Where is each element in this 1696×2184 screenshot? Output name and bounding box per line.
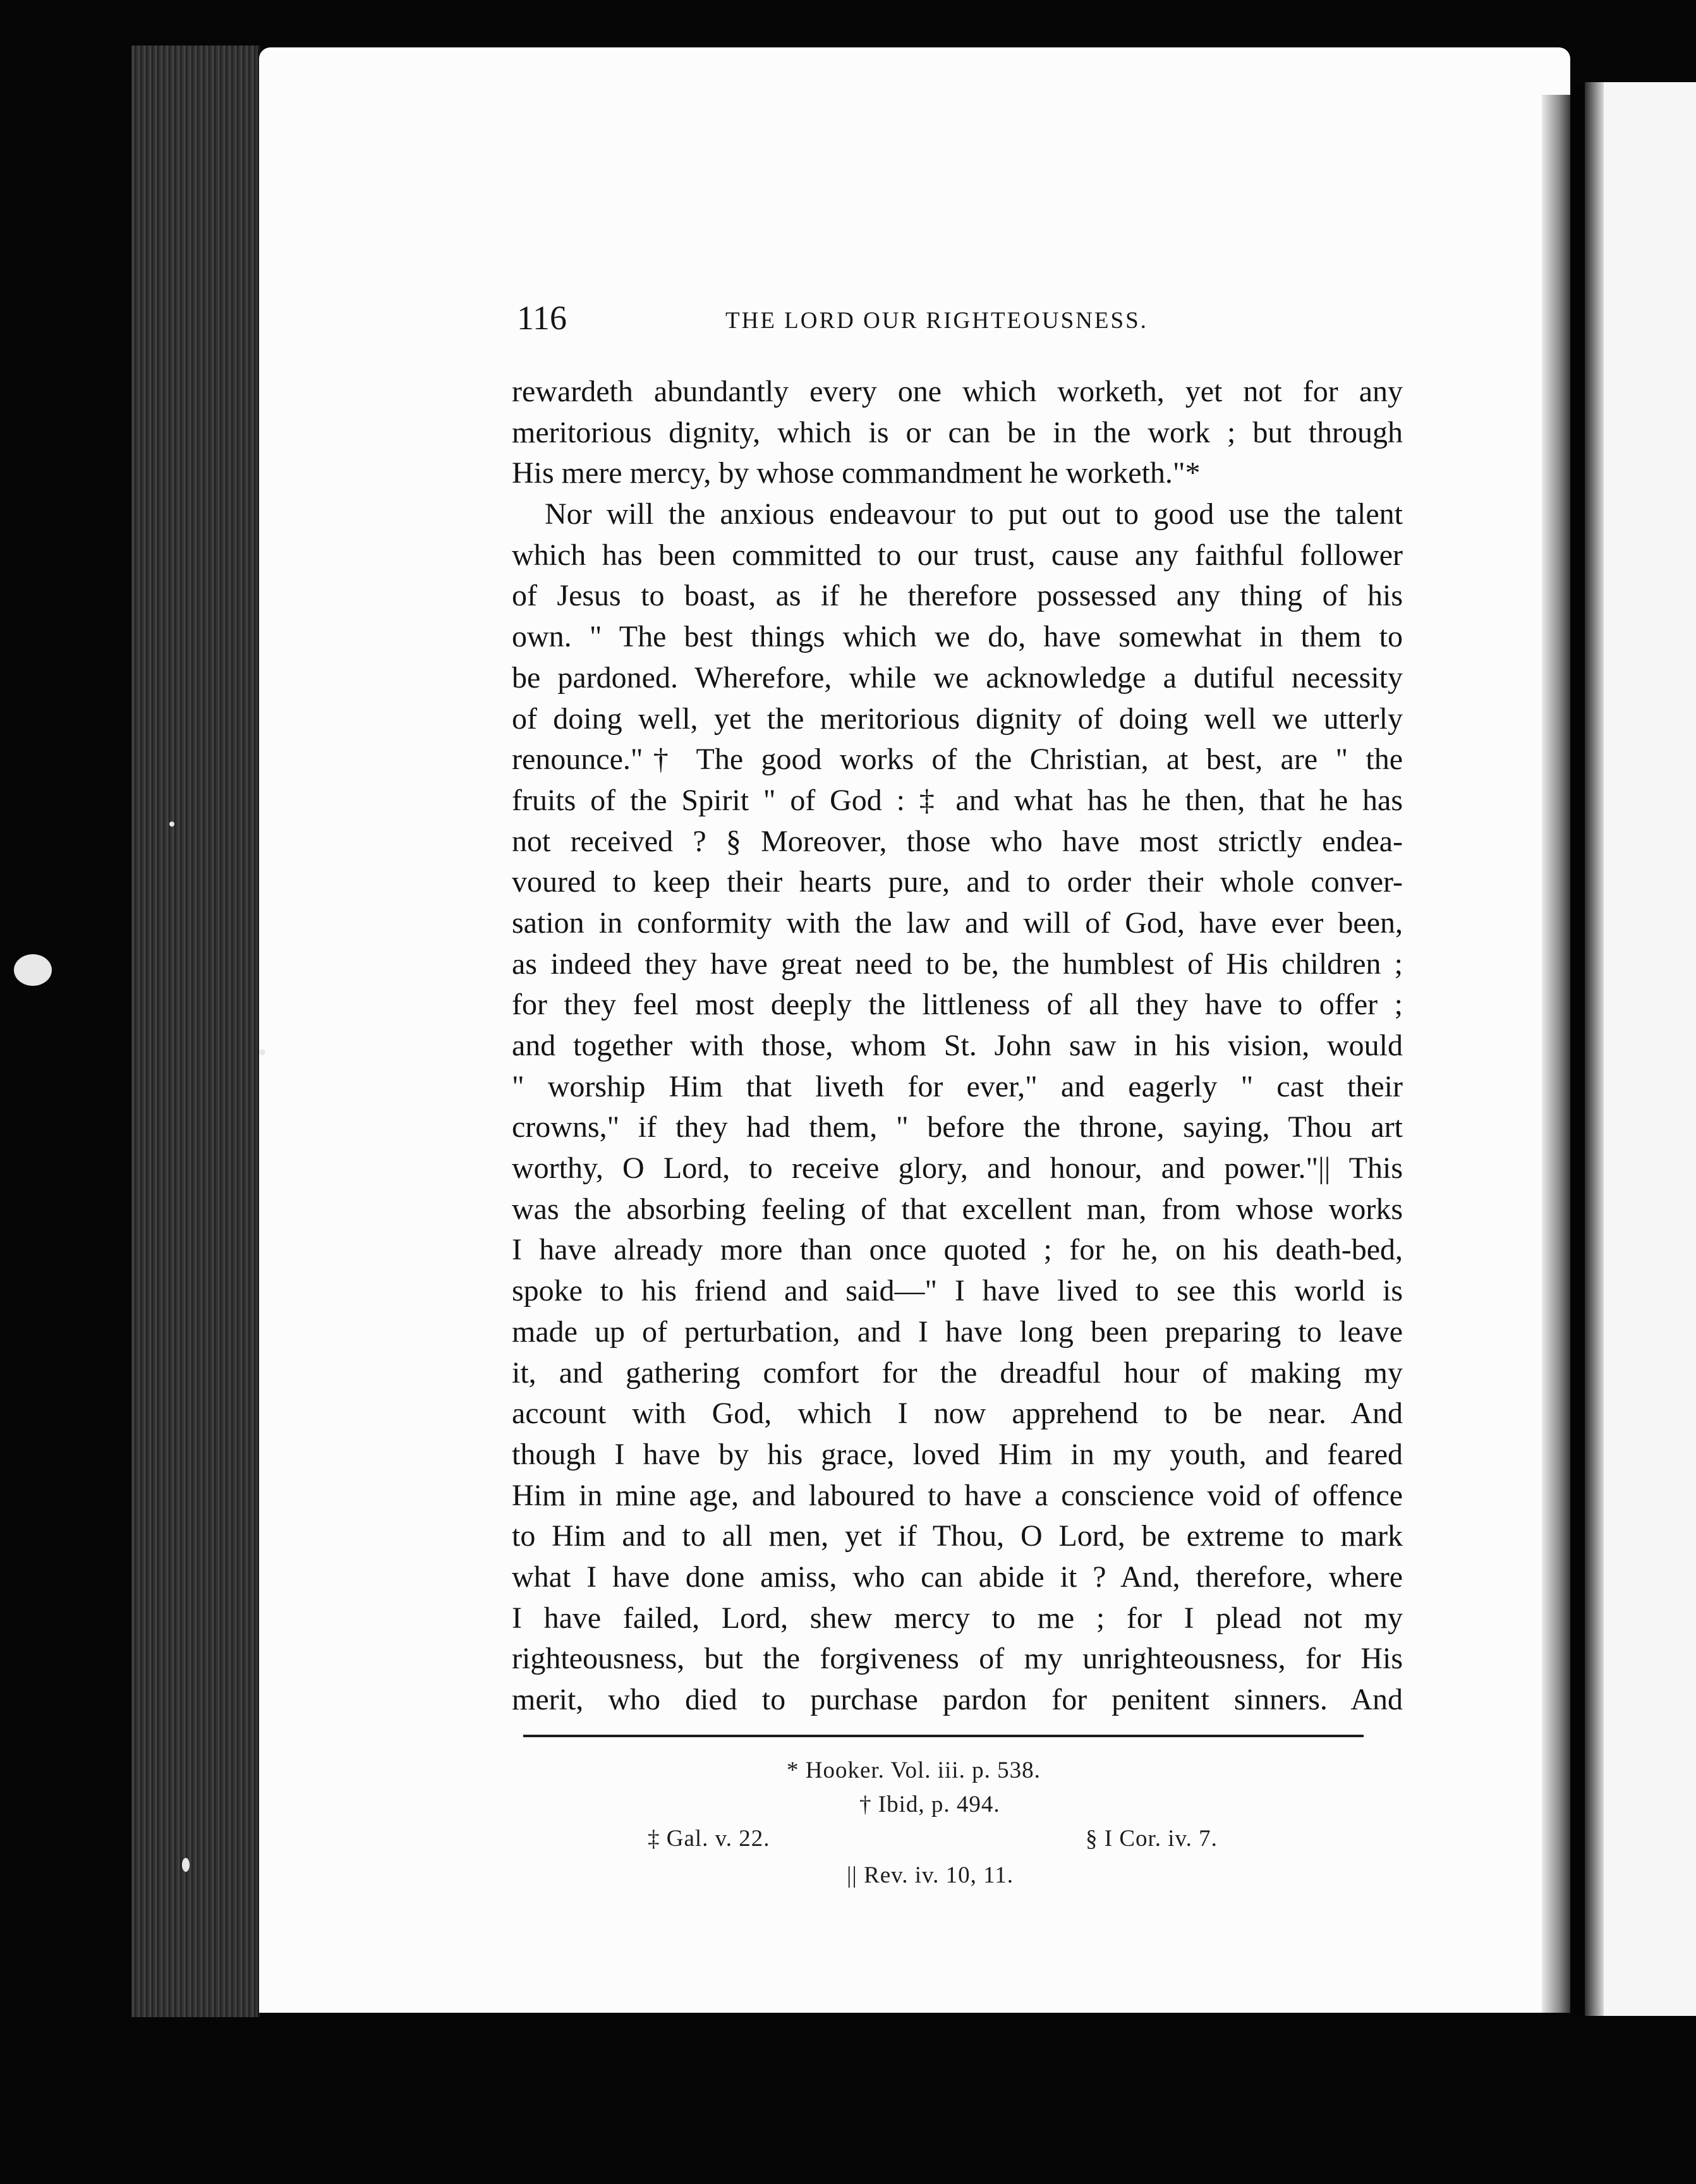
scan-speck: [14, 954, 52, 986]
text-line: be pardoned. Wherefore, while we acknowledge a dutiful necessity: [512, 660, 1403, 695]
page-edges: [131, 46, 260, 2017]
book-spine: [1571, 85, 1585, 2032]
footnote-gal: ‡ Gal. v. 22.: [648, 1826, 770, 1852]
text-line: I have failed, Lord, shew mercy to me ; for I plead not my: [512, 1601, 1403, 1635]
text-line: as indeed they have great need to be, the humblest of His children ;: [512, 947, 1403, 981]
text-line: worthy, O Lord, to receive glory, and honour, and power."|| This: [512, 1151, 1403, 1186]
text-line: which has been committed to our trust, cause any faithful follower: [512, 538, 1403, 572]
page-header: [517, 296, 1408, 340]
running-head: THE LORD OUR RIGHTEOUSNESS.: [725, 308, 1148, 334]
text-line: " worship Him that liveth for ever," and eagerly " cast their: [512, 1069, 1403, 1103]
footnote-rule: [523, 1735, 1364, 1737]
facing-page-shadow: [1585, 82, 1604, 2016]
footnote-ibid: † Ibid, p. 494.: [859, 1792, 1000, 1817]
text-line: made up of perturbation, and I have long been preparing to leave: [512, 1314, 1403, 1349]
body-text: [512, 372, 1403, 1721]
text-line: merit, who died to purchase pardon for penitent sinners. And: [512, 1683, 1403, 1716]
text-line: it, and gathering comfort for the dreadful hour of making my: [512, 1356, 1403, 1390]
text-line: account with God, which I now apprehend to be near. And: [512, 1397, 1403, 1431]
text-line: renounce."† The good works of the Christian, at best, are " the: [512, 743, 1403, 777]
text-line: Nor will the anxious endeavour to put out to good use the talent: [545, 497, 1403, 531]
text-line: spoke to his friend and said—" I have lived to see this world is: [512, 1274, 1403, 1308]
text-line: and together with those, whom St. John saw in his vision, would: [512, 1029, 1403, 1062]
text-line: was the absorbing feeling of that excellent man, from whose works: [512, 1192, 1403, 1226]
text-line: though I have by his grace, loved Him in my youth, and feared: [512, 1437, 1403, 1471]
text-line: of Jesus to boast, as if he therefore possessed any thing of his: [512, 579, 1403, 613]
text-line: voured to keep their hearts pure, and to order their whole conver-: [512, 865, 1403, 899]
scan-speck: [182, 1858, 190, 1872]
text-line: I have already more than once quoted ; for he, on his death-bed,: [512, 1233, 1403, 1267]
page-number: 116: [517, 299, 567, 337]
text-line: His mere mercy, by whose commandment he worketh."*: [512, 456, 1201, 490]
text-line: meritorious dignity, which is or can be in the work ; but through: [512, 415, 1403, 449]
footnote-cor: § I Cor. iv. 7.: [1086, 1826, 1218, 1852]
text-line: own. " The best things which we do, have somewhat in them to: [512, 620, 1403, 654]
text-line: to Him and to all men, yet if Thou, O Lord, be extreme to mark: [512, 1519, 1403, 1553]
text-line: not received ? § Moreover, those who have most strictly endea-: [512, 824, 1403, 858]
text-line: fruits of the Spirit " of God : ‡ and what has he then, that he has: [512, 783, 1403, 817]
footnote-hooker: * Hooker. Vol. iii. p. 538.: [787, 1757, 1041, 1783]
page-gutter-shadow: [1542, 95, 1570, 2013]
text-line: righteousness, but the forgiveness of my unrighteousness, for His: [512, 1642, 1403, 1676]
text-line: Him in mine age, and laboured to have a conscience void of offence: [512, 1478, 1403, 1512]
text-line: of doing well, yet the meritorious dignity of doing well we utterly: [512, 701, 1403, 736]
scan-speck: [259, 1049, 265, 1055]
footnote-rev: || Rev. iv. 10, 11.: [847, 1862, 1014, 1888]
scan-speck: [169, 822, 174, 827]
text-line: rewardeth abundantly every one which worketh, yet not for any: [512, 375, 1403, 408]
text-line: crowns," if they had them, " before the throne, saying, Thou art: [512, 1110, 1403, 1144]
text-line: what I have done amiss, who can abide it ? And, therefore, where: [512, 1560, 1403, 1594]
text-line: sation in conformity with the law and will of God, have ever been,: [512, 906, 1403, 940]
text-line: for they feel most deeply the littleness of all they have to offer ;: [512, 988, 1403, 1022]
